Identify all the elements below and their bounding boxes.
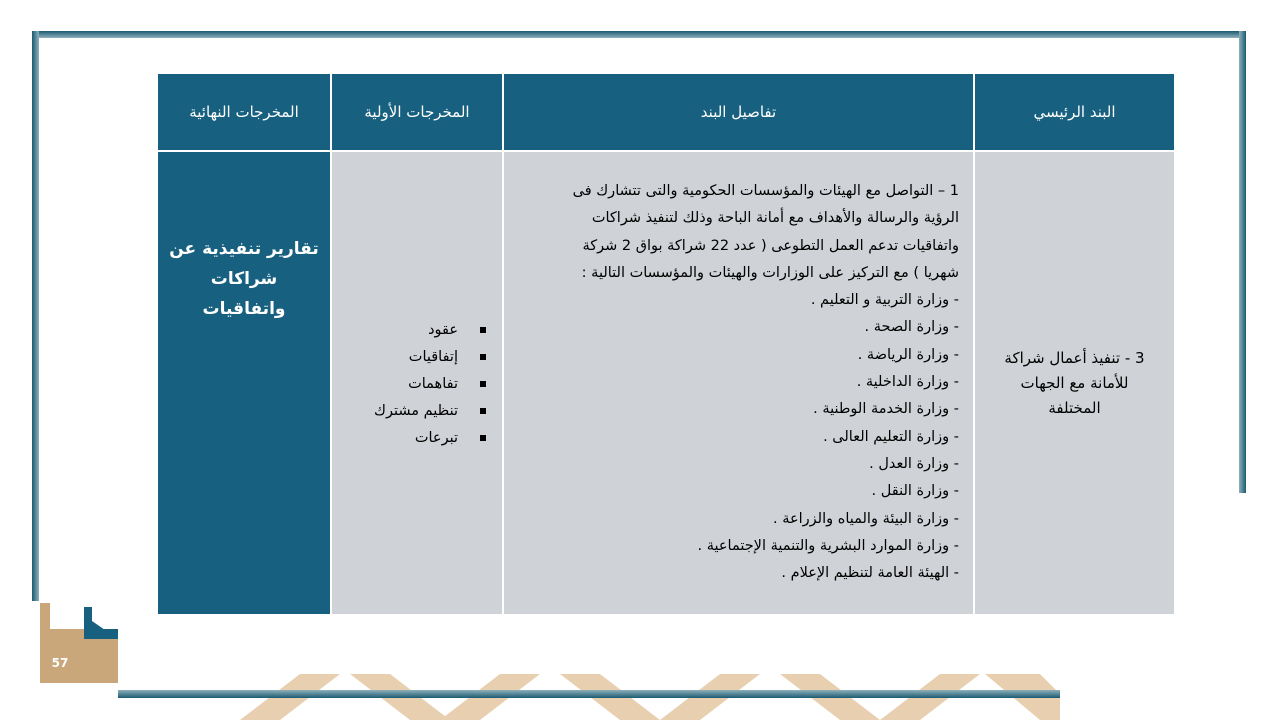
header-initial-outputs: المخرجات الأولية [331, 73, 503, 151]
header-item-details: تفاصيل البند [503, 73, 974, 151]
table-row [157, 151, 1175, 615]
list-item: تفاهمات [332, 371, 494, 398]
main-item-cell: 3 - تنفيذ أعمال شراكة للأمانة مع الجهات المختلفة [974, 151, 1175, 615]
frame-right-border [1239, 31, 1246, 493]
details-list-item: - وزارة الخدمة الوطنية . [813, 401, 959, 418]
details-intro-line: الرؤية والرسالة والأهداف مع أمانة الباحة وذلك لتنفيذ شراكات [591, 210, 959, 227]
details-list-item: - وزارة الرياضة . [857, 346, 959, 363]
details-list-item: - وزارة التعليم العالى . [823, 428, 959, 445]
final-outputs-cell: تقارير تنفيذية عن شراكات واتفاقيات [157, 151, 331, 615]
header-main-item: البند الرئيسي [974, 73, 1175, 151]
list-item: إتفاقيات [332, 344, 494, 371]
frame-bottom-border [118, 690, 1060, 698]
details-list-item: - وزارة الموارد البشرية والتنمية الإجتماعية . [697, 537, 959, 554]
details-list-item: - وزارة البيئة والمياه والزراعة . [773, 510, 959, 527]
table-header-row [157, 73, 1175, 151]
frame-left-border [32, 31, 39, 601]
details-list-item: - وزارة الصحة . [864, 319, 959, 336]
details-list-item: - وزارة التربية و التعليم . [810, 292, 959, 309]
list-item: تبرعات [332, 425, 494, 452]
list-item: تنظيم مشترك [332, 398, 494, 425]
details-list-item: - وزارة الداخلية . [856, 374, 959, 391]
item-details-cell [503, 151, 974, 615]
frame-top-border [32, 31, 1246, 38]
initial-outputs-cell [331, 151, 503, 615]
partnership-table [156, 72, 1176, 616]
details-intro-line: 1 – التواصل مع الهيئات والمؤسسات الحكومية والتى تتشارك فى [572, 183, 959, 199]
details-list-item: - الهيئة العامة لتنظيم الإعلام . [781, 565, 959, 582]
details-list-item: - وزارة النقل . [871, 483, 959, 500]
initial-outputs-list [332, 317, 494, 452]
slide-number: 57 [51, 656, 69, 670]
details-intro-line: شهريا ) مع التركيز على الوزارات والهيئات والمؤسسات التالية : [581, 264, 959, 281]
details-list-item: - وزارة العدل . [869, 455, 959, 472]
details-intro-line: واتفاقيات تدعم العمل التطوعى ( عدد 22 شراكة بواق 2 شركة [582, 237, 959, 254]
header-final-outputs: المخرجات النهائية [157, 73, 331, 151]
list-item: عقود [332, 317, 494, 344]
